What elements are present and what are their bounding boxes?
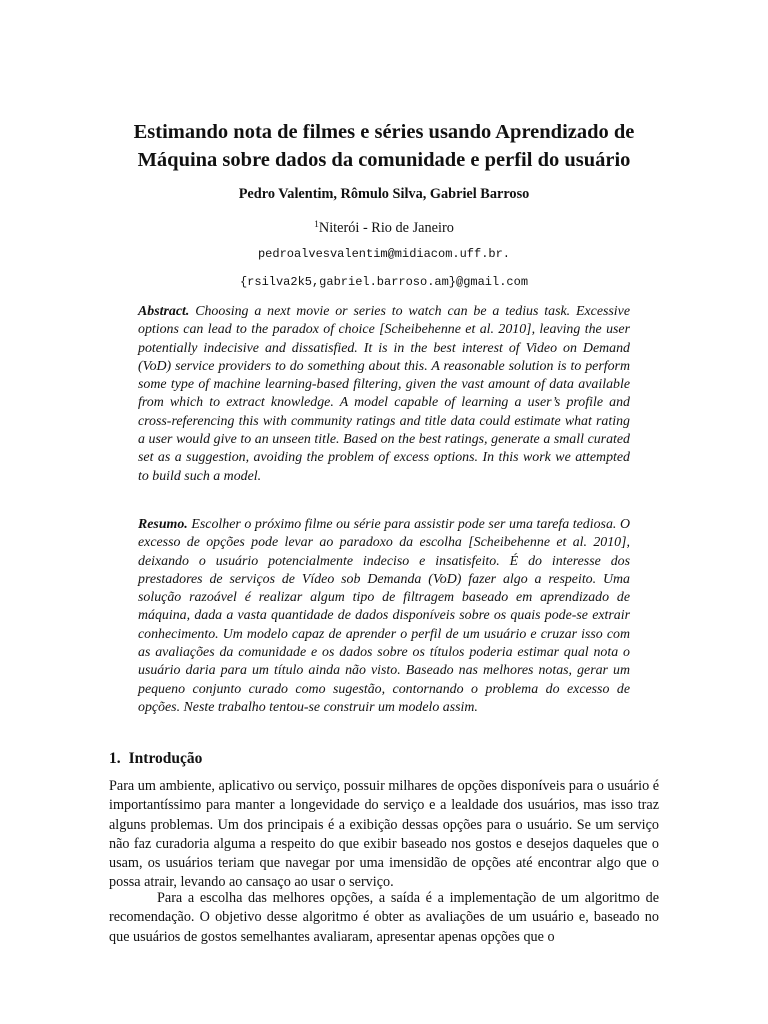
body-paragraph-1: Para um ambiente, aplicativo ou serviço, possuir milhares de opções disponíveis para o usuário é importantíssimo para manter a longevidade do serviço e a lealdade dos usuários, mas isso traz alguns problemas. Um dos principais é a exibição dessas opções para o usuário. Se um serviço não faz curadoria alguma a respeito do que exibir baseado nos gostos e desejos daqueles que o usam, os usuários teriam que navegar por uma imensidão de opções até encontrar algo que o possa atrair, levando ao cansaço ao usar o serviço. (109, 778, 660, 891)
affiliation (96, 215, 672, 238)
title-line-2: Máquina sobre dados da comunidade e perfil do usuário (137, 149, 631, 171)
section-number: 1. (109, 750, 121, 767)
affiliation-mark: 1 (314, 220, 319, 230)
author-list: Pedro Valentim, Rômulo Silva, Gabriel Barroso (238, 186, 530, 202)
resumo-text: Escolher o próximo filme ou série para assistir pode ser uma tarefa tediosa. O excesso de opções pode levar ao paradoxo da escolha [Scheibehenne et al. 2010], deixando o usuário potencialmente indeciso e insatisfeito. É do interesse dos prestadores de serviços de Vídeo sob Demanda (VoD) fazer algo a respeito. Uma solução razoável é realizar algum tipo de filtragem baseado em aprendizado de máquina, dada a vasta quantidade de dados disponíveis sobre os quais pode-se extrair conhecimento. Um modelo capaz de aprender o perfil de um usuário e cruzar isso com as avaliações da comunidade e os dados sobre os títulos poderia estimar qual nota o usuário daria para um título ainda não visto. Baseado nas melhores notas, gerar um pequeno conjunto curado como sugestão, contornando o problema do excesso de opções. Neste trabalho tentou-se construir um modelo assim. (138, 517, 630, 715)
abstract (138, 303, 630, 486)
abstract-text: Choosing a next movie or series to watch can be a tedius task. Excessive options can lead to the paradox of choice [Scheibehenne et al. 2010], leaving the user potentially indecisive and dissatisfied. It is in the best interest of Video on Demand (VoD) service providers to do something about this. A reasonable solution is to perform some type of machine learning-based filtering, given the vast amount of data available from which to extract knowledge. A model capable of learning a user’s profile and cross-referencing this with community ratings and title data could estimate what rating a user would give to an unseen title. Based on the best ratings, generate a small curated set as a suggestion, avoiding the problem of excess options. In this work we attempted to build such a model. (138, 304, 630, 484)
section-heading-introducao (109, 748, 202, 770)
resumo (138, 516, 630, 717)
email-secondary: {rsilva2k5,gabriel.barroso.am}@gmail.com (239, 275, 529, 289)
resumo-label: Resumo. (138, 517, 188, 532)
body-paragraph-2: Para a escolha das melhores opções, a saída é a implementação de um algoritmo de recomendação. O objetivo desse algoritmo é obter as avaliações de um usuário e, baseado no que usuários de gostos semelhantes avaliaram, apresentar apenas opções que o (109, 890, 659, 945)
paper-title (96, 118, 672, 174)
title-line-1: Estimando nota de filmes e séries usando Aprendizado de (133, 121, 635, 143)
abstract-label: Abstract. (138, 304, 190, 319)
section-title: Introdução (128, 750, 203, 767)
email-primary: pedroalvesvalentim@midiacom.uff.br. (257, 247, 511, 261)
affiliation-text: Niterói - Rio de Janeiro (318, 220, 454, 236)
